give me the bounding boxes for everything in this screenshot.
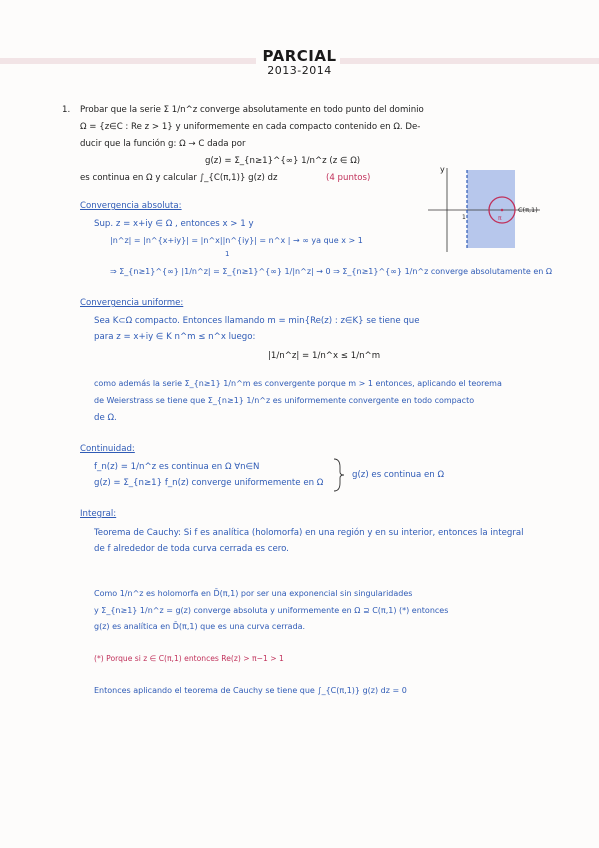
s2-line-4: de Weierstrass se tiene que Σ_{n≥1} 1/n^z es uniformemente convergente en todo compacto [94, 396, 475, 405]
s3-line-2: g(z) = Σ_{n≥1} f_n(z) converge uniformemente en Ω [94, 478, 324, 488]
omega-region [467, 170, 515, 248]
s2-line-3: como además la serie Σ_{n≥1} 1/n^m es convergente porque m > 1 entonces, aplicando el teorema [94, 379, 502, 388]
s2-formula: |1/n^z| = 1/n^x ≤ 1/n^m [268, 351, 381, 361]
s1-line-3: ⇒ Σ_{n≥1}^{∞} |1/n^z| = Σ_{n≥1}^{∞} 1/|n^z| → 0 ⇒ Σ_{n≥1}^{∞} 1/n^z converge absolutamente en Ω [110, 267, 552, 276]
s4-p2-line-2: y Σ_{n≥1} 1/n^z = g(z) converge absoluta y uniformemente en Ω ⊇ C(π,1) (*) entonces [94, 606, 449, 615]
points-label: (4 puntos) [326, 173, 371, 183]
s2-line-5: de Ω. [94, 413, 117, 423]
problem-line-3: ducir que la función g: Ω → C dada por [80, 139, 246, 149]
problem-line-1: Probar que la serie Σ 1/n^z converge absolutamente en todo punto del dominio [80, 105, 424, 115]
circle-center-dot [501, 209, 504, 212]
heading-continuity: Continuidad: [80, 444, 135, 454]
s3-line-1: f_n(z) = 1/n^z es continua en Ω ∀n∈N [94, 462, 260, 472]
problem-number: 1. [62, 105, 71, 115]
s4-paragraph-1: Teorema de Cauchy: Si f es analítica (holomorfa) en una región y en su interior, entonces la integral de f alrededor de toda curva cerrada es cero. [94, 528, 524, 554]
page-title: PARCIAL [262, 47, 337, 65]
s1-line-2: |n^z| = |n^{x+iy}| = |n^x||n^{iy}| = n^x | → ∞ ya que x > 1 [110, 236, 363, 245]
circle-label: C(π,1) [518, 206, 538, 214]
s1-line-2-sub: 1 [225, 250, 230, 258]
heading-absolute: Convergencia absoluta: [80, 201, 182, 211]
heading-integral: Integral: [80, 509, 117, 519]
brace [332, 457, 346, 493]
y-axis-label: y [440, 165, 445, 174]
s3-conclusion: g(z) es continua en Ω [352, 470, 445, 480]
s2-line-2: para z = x+iy ∈ K n^m ≤ n^x luego: [94, 332, 256, 342]
heading-uniform: Convergencia uniforme: [80, 298, 184, 308]
center-label: π [498, 215, 502, 222]
problem-formula: g(z) = Σ_{n≥1}^{∞} 1/n^z (z ∈ Ω) [205, 156, 361, 166]
final-line: Entonces aplicando el teorema de Cauchy se tiene que ∫_{C(π,1)} g(z) dz = 0 [94, 686, 407, 695]
s4-p2-line-3: g(z) es analítica en D̄(π,1) que es una curva cerrada. [94, 622, 306, 631]
problem-last-line: es continua en Ω y calcular ∫_{C(π,1)} g(z) dz [80, 173, 278, 183]
tick-label: 1 [462, 214, 466, 221]
problem-line-2: Ω = {z∈C : Re z > 1} y uniformemente en cada compacto contenido en Ω. De- [80, 122, 421, 132]
footnote: (*) Porque si z ∈ C(π,1) entonces Re(z) > π−1 > 1 [94, 654, 284, 663]
s4-p2-line-1: Como 1/n^z es holomorfa en D̄(π,1) por ser una exponencial sin singularidades [94, 589, 413, 598]
s1-line-1: Sup. z = x+iy ∈ Ω , entonces x > 1 y [94, 219, 254, 229]
page-year: 2013-2014 [267, 64, 332, 77]
s2-line-1: Sea K⊂Ω compacto. Entonces llamando m = min{Re(z) : z∈K} se tiene que [94, 316, 420, 326]
